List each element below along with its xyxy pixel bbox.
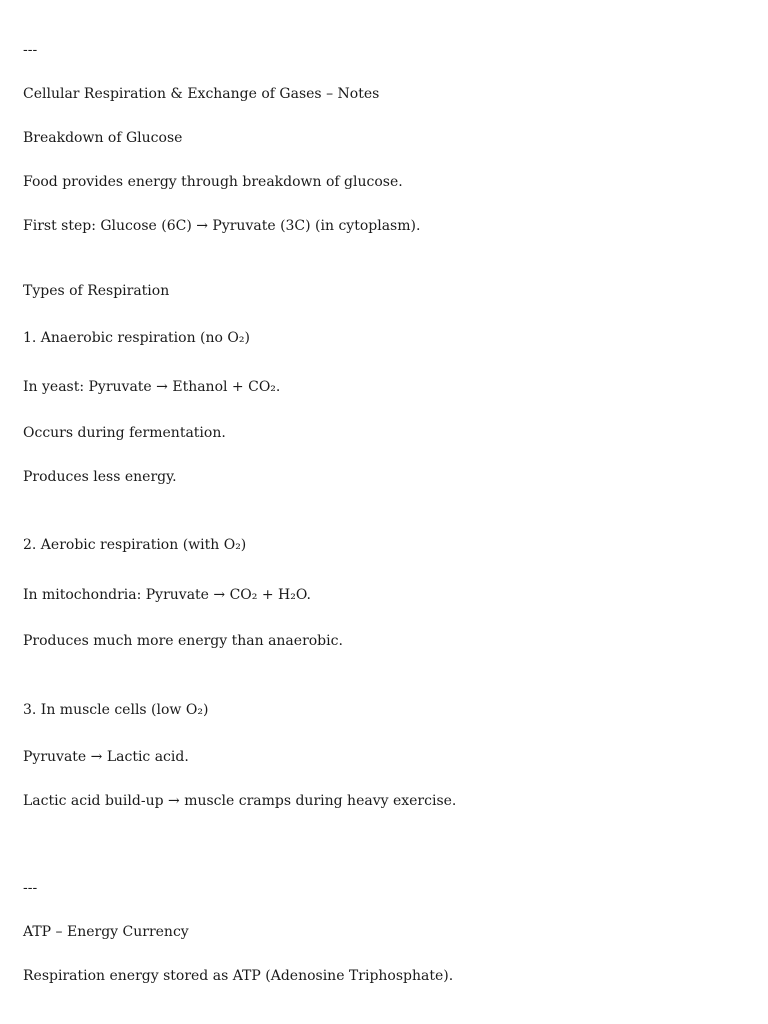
section-heading-glucose: Breakdown of Glucose xyxy=(23,130,183,146)
text-line: In yeast: Pyruvate → Ethanol + CO₂. xyxy=(23,379,281,395)
separator-line: --- xyxy=(23,880,38,896)
text-line: Lactic acid build-up → muscle cramps during heavy exercise. xyxy=(23,793,457,809)
subheading-anaerobic: 1. Anaerobic respiration (no O₂) xyxy=(23,330,250,346)
section-heading-types: Types of Respiration xyxy=(23,283,170,299)
subheading-aerobic: 2. Aerobic respiration (with O₂) xyxy=(23,537,247,553)
text-line: Food provides energy through breakdown of glucose. xyxy=(23,174,403,190)
text-line: Produces much more energy than anaerobic. xyxy=(23,633,343,649)
text-line: In mitochondria: Pyruvate → CO₂ + H₂O. xyxy=(23,587,311,603)
subheading-muscle-cells: 3. In muscle cells (low O₂) xyxy=(23,702,209,718)
text-line: First step: Glucose (6C) → Pyruvate (3C) (in cytoplasm). xyxy=(23,218,421,234)
separator-line: --- xyxy=(23,42,38,58)
text-line: Occurs during fermentation. xyxy=(23,425,226,441)
section-heading-atp: ATP – Energy Currency xyxy=(23,924,189,940)
document-title: Cellular Respiration & Exchange of Gases – Notes xyxy=(23,86,380,102)
text-line: Pyruvate → Lactic acid. xyxy=(23,749,189,765)
text-line: Respiration energy stored as ATP (Adenosine Triphosphate). xyxy=(23,968,454,984)
text-line: Produces less energy. xyxy=(23,469,177,485)
